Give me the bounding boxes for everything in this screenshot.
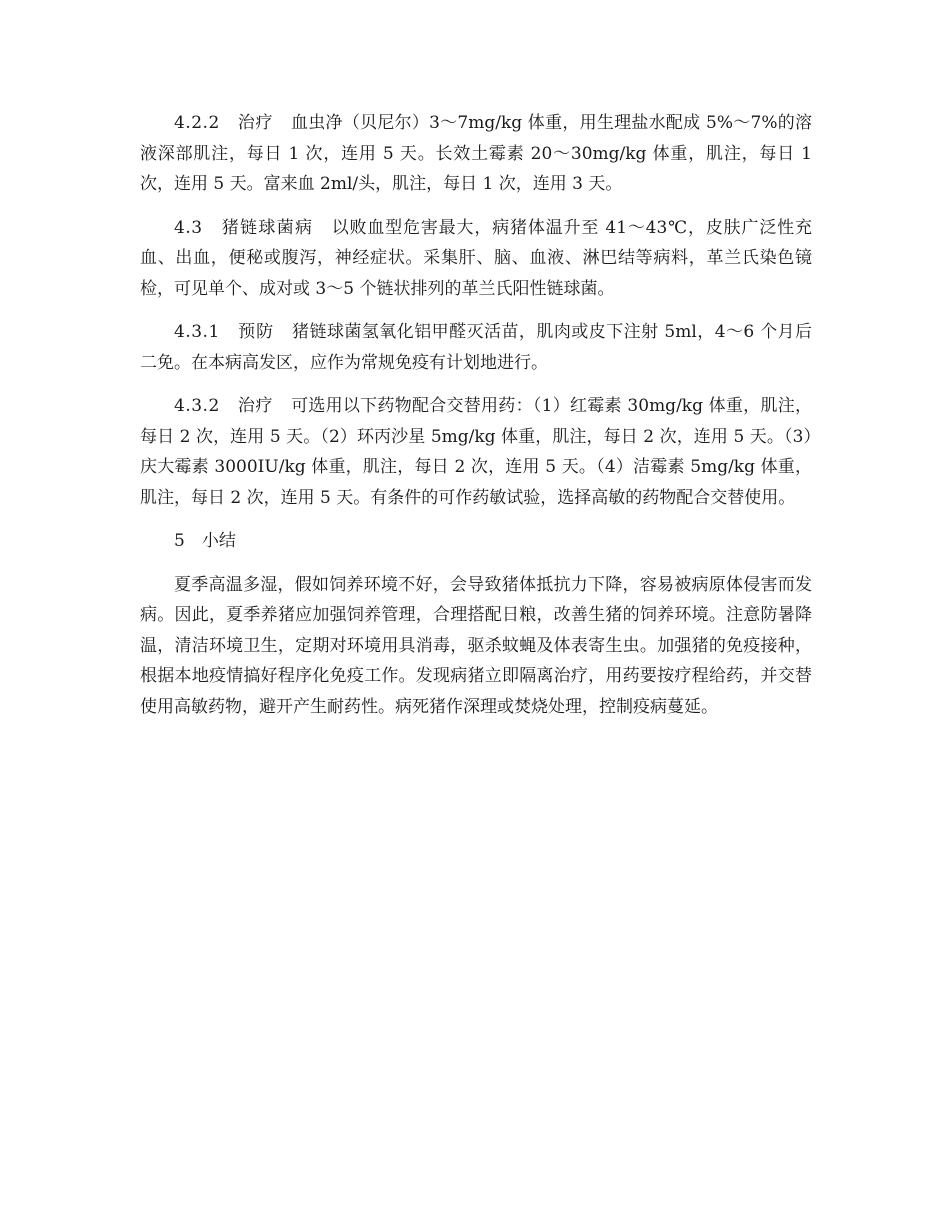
section-heading-4-2-2: 4.2.2 治疗 [174,113,292,133]
section-heading-5-summary: 5 小结 [174,531,236,551]
paragraph-text: 以败血型危害最大，病猪体温升至 41～43℃，皮肤广泛性充血、出血，便秘或腹泻，神经症状。采集肝、脑、血液、淋巴结等病料，革兰氏染色镜检，可见单个、成对或 3～5 个链状排列的革兰氏阳性链球菌。 [140,217,812,299]
section-heading-4-3-2: 4.3.2 治疗 [174,396,292,416]
document-page [140,108,812,735]
paragraph-text: 猪链球菌氢氧化铝甲醛灭活苗，肌肉或皮下注射 5ml，4～6 个月后二免。在本病高发区，应作为常规免疫有计划地进行。 [140,322,812,373]
paragraph-4-3-2-treatment [140,391,812,513]
paragraph-text: 血虫净（贝尼尔）3～7mg/kg 体重，用生理盐水配成 5%～7%的溶液深部肌注，每日 1 次，连用 5 天。长效土霉素 20～30mg/kg 体重，肌注，每日 1 次，连用 5 天。富来血 2ml/头，肌注，每日 1 次，连用 3 天。 [140,113,812,194]
paragraph-4-3-streptococcus [140,213,812,305]
section-heading-4-3-1: 4.3.1 预防 [174,322,293,342]
paragraph-4-2-2-treatment [140,108,812,200]
section-heading-4-3: 4.3 猪链球菌病 [174,217,332,238]
paragraph-text: 可选用以下药物配合交替用药：（1）红霉素 30mg/kg 体重，肌注，每日 2 次，连用 5 天。（2）环丙沙星 5mg/kg 体重，肌注，每日 2 次，连用 5 天。（3）庆大霉素 3000IU/kg 体重，肌注，每日 2 次，连用 5 天。（4）洁霉素 5mg/kg 体重，肌注，每日 2 次，连用 5 天。有条件的可作药敏试验，选择高敏的药物配合交替使用。 [140,396,812,508]
paragraph-summary: 夏季高温多湿，假如饲养环境不好，会导致猪体抵抗力下降，容易被病原体侵害而发病。因此，夏季养猪应加强饲养管理，合理搭配日粮，改善生猪的饲养环境。注意防暑降温，清洁环境卫生，定期对环境用具消毒，驱杀蚊蝇及体表寄生虫。加强猪的免疫接种，根据本地疫情搞好程序化免疫工作。发现病猪立即隔离治疗，用药要按疗程给药，并交替使用高敏药物，避开产生耐药性。病死猪作深理或焚烧处理，控制疫病蔓延。 [140,574,812,717]
paragraph-4-3-1-prevention [140,317,812,378]
